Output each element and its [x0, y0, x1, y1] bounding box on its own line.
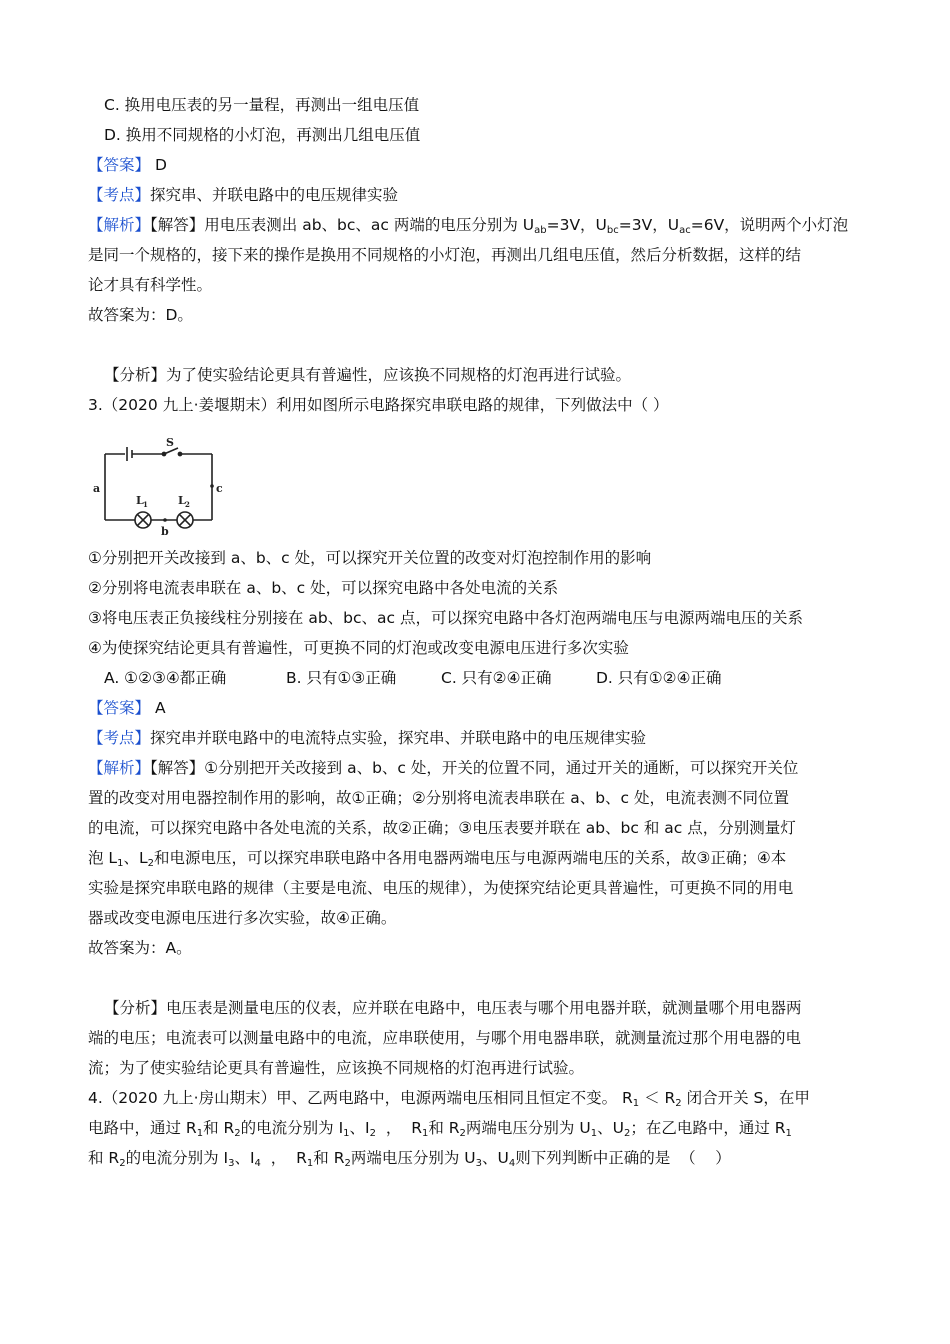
jiexi-text: 、L [123, 849, 148, 867]
point-c-dot [210, 484, 214, 488]
q3-jiexi-line3: 的电流，可以探究电路中各处电流的关系，故②正确；③电压表要并联在 ab、bc 和 ac 点，分别测量灯 [88, 819, 796, 837]
q3-answer [88, 693, 868, 723]
jiexi-text: 【解答】用电压表测出 ab、bc、ac 两端的电压分别为 U [150, 216, 535, 234]
q4-text: 和 R [313, 1149, 345, 1167]
subscript: 2 [675, 1098, 682, 1109]
q3-kaodian [88, 723, 868, 753]
kaodian-tag: 【考点】 [88, 186, 151, 204]
subscript: 1 [785, 1128, 792, 1139]
subscript: 1 [343, 1128, 350, 1139]
point-c-label: c [216, 482, 223, 495]
q4-text: 两端电压分别为 U [350, 1149, 476, 1167]
q4-text: 则下列判断中正确的是 （ ） [515, 1149, 731, 1167]
subscript: 1 [306, 1158, 314, 1169]
jiexi-tag: 【解析】 [88, 216, 151, 234]
option-d: D. 只有①②④正确 [596, 669, 722, 687]
subscript: 4 [508, 1158, 516, 1169]
subscript: 1 [632, 1098, 640, 1109]
q3-fenxi-line2: 端的电压；电流表可以测量电路中的电流，应串联使用，与哪个用电器串联，就测量流过那个用电器的电 [88, 1029, 802, 1047]
subscript: 1 [117, 858, 124, 869]
q3-jiexi-line6: 器或改变电源电压进行多次实验，故④正确。 [88, 909, 397, 927]
q2-kaodian [88, 180, 868, 210]
q4-text: 闭合开关 S，在甲 [681, 1089, 810, 1107]
point-b-label: b [161, 525, 169, 536]
answer-tag: 【答案】 [88, 699, 151, 717]
q3-jiexi-line5: 实验是探究串联电路的规律（主要是电流、电压的规律），为使探究结论更具普遍性，可更换不同的用电 [88, 879, 794, 897]
subscript: 3 [228, 1158, 235, 1169]
q2-fenxi [104, 360, 884, 390]
q3-item4: ④为使探究结论更具有普遍性，可更换不同的灯泡或改变电源电压进行多次实验 [88, 639, 629, 657]
q4-text: 电路中，通过 R [88, 1119, 197, 1137]
q4-text: 和 R [428, 1119, 460, 1137]
kaodian-text: 探究串、并联电路中的电压规律实验 [150, 186, 399, 204]
q3-item2: ②分别将电流表串联在 a、b、c 处，可以探究电路中各处电流的关系 [88, 579, 559, 597]
q4-text: 、U [482, 1149, 509, 1167]
lamp2-label: L [178, 494, 186, 507]
q2-jiexi-line1 [88, 210, 868, 240]
subscript: 2 [147, 858, 154, 869]
point-a-label: a [93, 482, 101, 495]
subscript: 3 [475, 1158, 482, 1169]
subscript: 2 [459, 1128, 466, 1139]
q4-stem-line1 [88, 1083, 868, 1113]
q4-text: ， R [375, 1119, 422, 1137]
q4-text: 、I [349, 1119, 370, 1137]
q3-jiexi-line1 [88, 753, 868, 783]
q2-final-answer: 故答案为：D。 [88, 306, 193, 324]
switch-label: S [166, 436, 174, 449]
q3-final-answer: 故答案为：A。 [88, 939, 192, 957]
q2-jiexi-line2: 是同一个规格的，接下来的操作是换用不同规格的小灯泡，再测出几组电压值，然后分析数据，这样的结 [88, 246, 802, 264]
subscript: bc [606, 225, 619, 236]
q4-text: ；在乙电路中，通过 R [630, 1119, 786, 1137]
point-b-dot [163, 518, 167, 522]
q4-text: 、U [597, 1119, 624, 1137]
subscript: 2 [344, 1158, 351, 1169]
lamp1-sub: 1 [143, 500, 148, 509]
jiexi-tag: 【解析】 [88, 759, 151, 777]
subscript: 1 [196, 1128, 204, 1139]
q2-option-c: C. 换用电压表的另一量程，再测出一组电压值 [104, 96, 420, 114]
jiexi-text: =3V，U [546, 216, 607, 234]
subscript: 2 [369, 1128, 376, 1139]
answer-tag: 【答案】 [88, 156, 151, 174]
q4-stem-line3 [88, 1143, 868, 1173]
q4-text: 和 R [203, 1119, 235, 1137]
q4-stem-line2 [88, 1113, 868, 1143]
q2-jiexi-line3: 论才具有科学性。 [88, 276, 213, 294]
kaodian-text: 探究串并联电路中的电流特点实验，探究串、并联电路中的电压规律实验 [150, 729, 647, 747]
lamp1-label: L [136, 494, 144, 507]
jiexi-text: =3V，U [618, 216, 680, 234]
option-a: A. ①②③④都正确 [104, 669, 227, 687]
subscript: 2 [234, 1128, 241, 1139]
q3-jiexi-line4 [88, 843, 868, 873]
q3-fenxi-line1 [104, 993, 884, 1023]
option-b: B. 只有①③正确 [286, 669, 397, 687]
q3-stem: 3.（2020 九上·姜堰期末）利用如图所示电路探究串联电路的规律，下列做法中（ ） [88, 396, 669, 414]
fenxi-tag: 【分析】 [104, 366, 167, 384]
q2-option-d: D. 换用不同规格的小灯泡，再测出几组电压值 [104, 126, 421, 144]
subscript: ac [679, 225, 691, 236]
q4-text: 、I [234, 1149, 255, 1167]
subscript: 2 [119, 1158, 126, 1169]
subscript: 4 [254, 1158, 261, 1169]
q3-item3: ③将电压表正负接线柱分别接在 ab、bc、ac 点，可以探究电路中各灯泡两端电压与电源两端电压的关系 [88, 609, 803, 627]
subscript: 1 [590, 1128, 598, 1139]
jiexi-text: 和电源电压，可以探究串联电路中各用电器两端电压与电源两端电压的关系，故③正确；④本 [153, 849, 787, 867]
lamp2-sub: 2 [185, 500, 190, 509]
q3-options [104, 663, 884, 693]
jiexi-text: 【解答】①分别把开关改接到 a、b、c 处，开关的位置不同，通过开关的通断，可以探究开关位 [150, 759, 799, 777]
fenxi-text: 为了使实验结论更具有普遍性，应该换不同规格的灯泡再进行试验。 [166, 366, 632, 384]
q2-answer [88, 150, 868, 180]
q3-item1: ①分别把开关改接到 a、b、c 处，可以探究开关位置的改变对灯泡控制作用的影响 [88, 549, 652, 567]
jiexi-text: 泡 L [88, 849, 118, 867]
kaodian-tag: 【考点】 [88, 729, 151, 747]
q4-text: 4.（2020 九上·房山期末）甲、乙两电路中，电源两端电压相同且恒定不变。 R [88, 1089, 633, 1107]
q4-text: ＜ R [639, 1089, 676, 1107]
subscript: ab [534, 225, 547, 236]
q4-text: 两端电压分别为 U [465, 1119, 591, 1137]
fenxi-tag: 【分析】 [104, 999, 167, 1017]
subscript: 1 [421, 1128, 429, 1139]
subscript: 2 [623, 1128, 631, 1139]
answer-value: D [154, 156, 167, 174]
q4-text: ， R [260, 1149, 307, 1167]
jiexi-text: =6V，说明两个小灯泡 [690, 216, 849, 234]
option-c: C. 只有②④正确 [441, 669, 552, 687]
answer-value: A [154, 699, 166, 717]
q3-fenxi-line3: 流；为了使实验结论更具有普遍性，应该换不同规格的灯泡再进行试验。 [88, 1059, 585, 1077]
q4-text: 的电流分别为 I [125, 1149, 229, 1167]
fenxi-text: 电压表是测量电压的仪表，应并联在电路中，电压表与哪个用电器并联，就测量哪个用电器两 [166, 999, 802, 1017]
q4-text: 和 R [88, 1149, 120, 1167]
q4-text: 的电流分别为 I [240, 1119, 344, 1137]
q3-jiexi-line2: 置的改变对用电器控制作用的影响，故①正确；②分别将电流表串联在 a、b、c 处，电流表测不同位置 [88, 789, 790, 807]
circuit-diagram [92, 436, 232, 536]
